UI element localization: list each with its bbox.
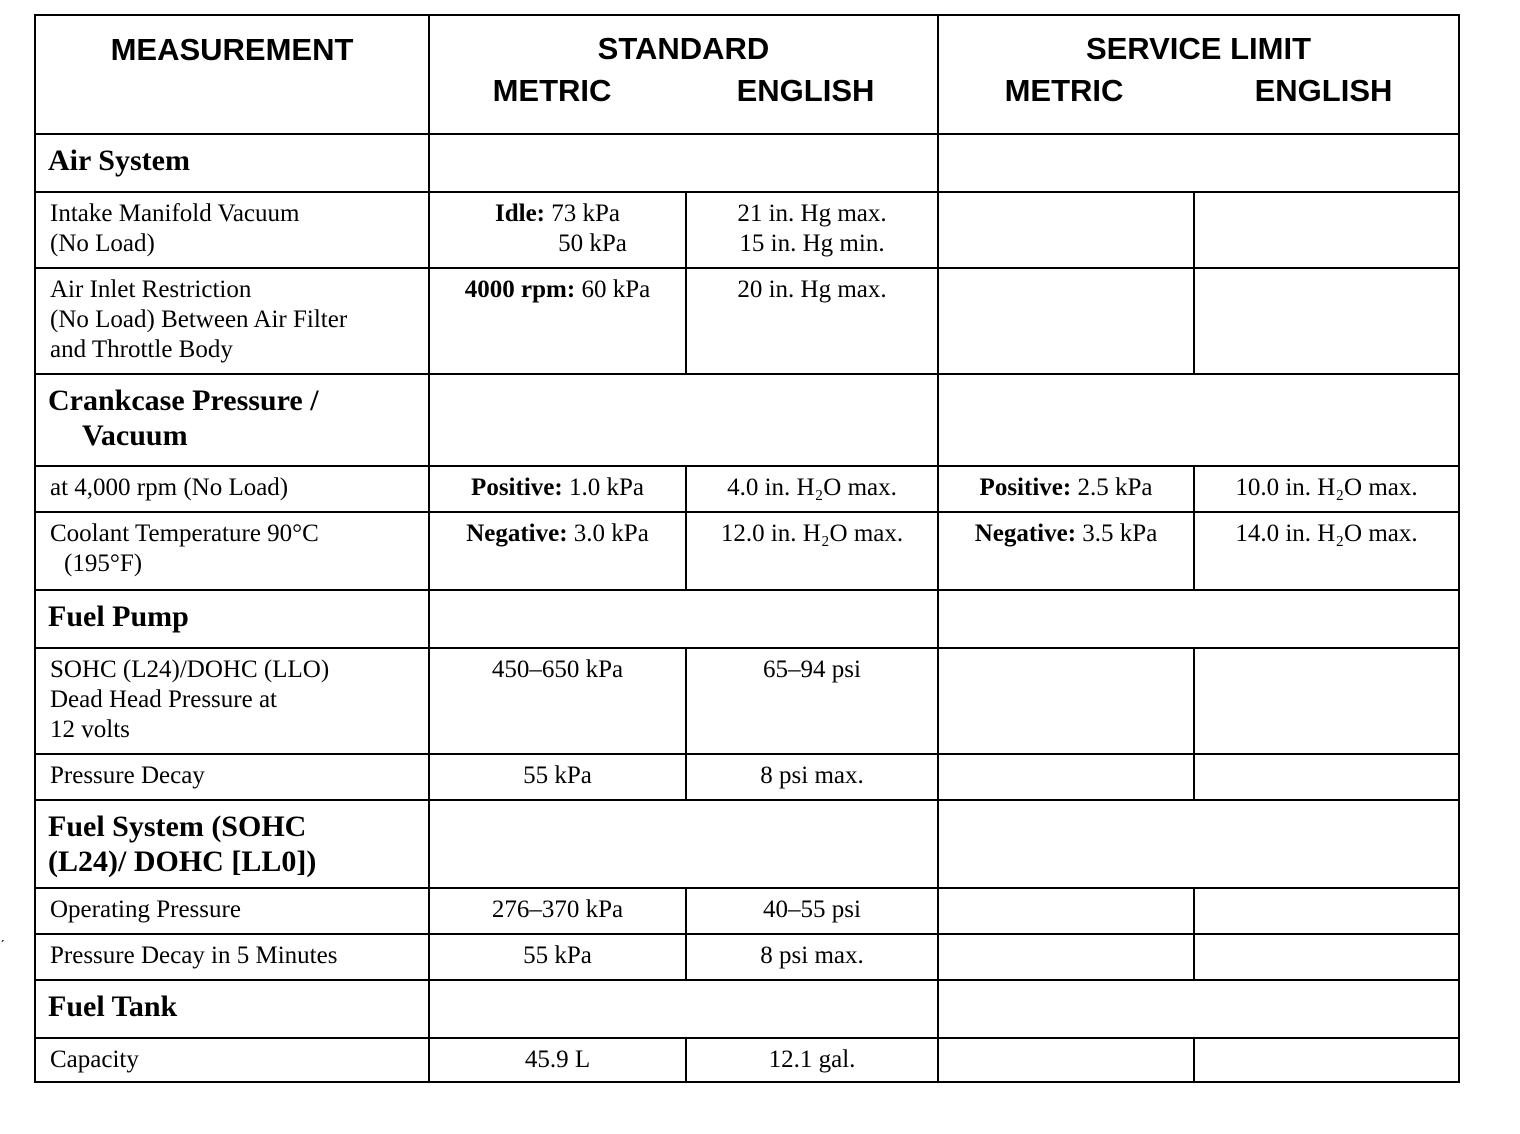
table-header-row <box>35 15 1459 134</box>
service-limit-header <box>938 15 1459 134</box>
service-limit-title: SERVICE LIMIT <box>1085 31 1312 66</box>
table-row <box>35 648 1459 754</box>
specifications-table <box>34 14 1460 1083</box>
limit-metric-cell <box>938 888 1194 934</box>
standard-header <box>429 15 938 134</box>
section-title: Fuel System (SOHC (L24)/ DOHC [LL0]) <box>35 800 429 888</box>
standard-english-cell: 21 in. Hg max. 15 in. Hg min. <box>686 192 938 268</box>
standard-english-header: ENGLISH <box>736 73 875 108</box>
section-row-air-system <box>35 134 1459 192</box>
section-row-crankcase <box>35 374 1459 466</box>
limit-english-cell <box>1194 648 1459 754</box>
standard-metric-cell: Negative: 3.0 kPa <box>429 512 686 590</box>
section-title: Crankcase Pressure / Vacuum <box>35 374 429 466</box>
measurement-cell: Pressure Decay <box>35 754 429 800</box>
table-row <box>35 512 1459 590</box>
limit-metric-cell: Positive: 2.5 kPa <box>938 466 1194 512</box>
stray-scan-mark: ˏ <box>0 926 5 942</box>
limit-english-cell: 14.0 in. H₂O max. <box>1194 512 1459 590</box>
standard-metric-header: METRIC <box>492 73 612 108</box>
limit-metric-cell <box>938 268 1194 374</box>
limit-english-cell <box>1194 268 1459 374</box>
table-row <box>35 268 1459 374</box>
measurement-cell: Coolant Temperature 90°C (195°F) <box>35 512 429 590</box>
standard-metric-cell: Idle: 73 kPa 50 kPa <box>429 192 686 268</box>
limit-metric-cell <box>938 648 1194 754</box>
limit-metric-cell <box>938 934 1194 980</box>
standard-metric-cell: 276–370 kPa <box>429 888 686 934</box>
table-row <box>35 466 1459 512</box>
table-row <box>35 754 1459 800</box>
measurement-cell: Operating Pressure <box>35 888 429 934</box>
limit-metric-cell <box>938 192 1194 268</box>
measurement-cell: SOHC (L24)/DOHC (LLO) Dead Head Pressure at 12 volts <box>35 648 429 754</box>
measurement-cell: Pressure Decay in 5 Minutes <box>35 934 429 980</box>
standard-metric-cell: 4000 rpm: 60 kPa <box>429 268 686 374</box>
section-title: Air System <box>35 134 429 192</box>
standard-english-cell: 65–94 psi <box>686 648 938 754</box>
standard-english-cell: 8 psi max. <box>686 754 938 800</box>
table-row <box>35 888 1459 934</box>
standard-metric-cell: 55 kPa <box>429 934 686 980</box>
measurement-cell: at 4,000 rpm (No Load) <box>35 466 429 512</box>
limit-metric-header: METRIC <box>1004 73 1124 108</box>
measurement-header: MEASUREMENT <box>35 15 429 134</box>
limit-metric-cell <box>938 1038 1194 1082</box>
standard-english-cell: 8 psi max. <box>686 934 938 980</box>
limit-metric-cell: Negative: 3.5 kPa <box>938 512 1194 590</box>
section-title: Fuel Pump <box>35 590 429 648</box>
standard-metric-cell: 55 kPa <box>429 754 686 800</box>
limit-english-header: ENGLISH <box>1254 73 1393 108</box>
section-row-fuel-pump <box>35 590 1459 648</box>
section-row-fuel-tank <box>35 980 1459 1038</box>
measurement-cell: Intake Manifold Vacuum (No Load) <box>35 192 429 268</box>
table-row <box>35 934 1459 980</box>
standard-english-cell: 12.0 in. H₂O max. <box>686 512 938 590</box>
standard-metric-cell: 450–650 kPa <box>429 648 686 754</box>
table-row <box>35 192 1459 268</box>
standard-metric-cell: Positive: 1.0 kPa <box>429 466 686 512</box>
standard-metric-cell: 45.9 L <box>429 1038 686 1082</box>
spec-table-page <box>34 14 1458 1083</box>
section-row-fuel-system <box>35 800 1459 888</box>
standard-english-cell: 12.1 gal. <box>686 1038 938 1082</box>
limit-metric-cell <box>938 754 1194 800</box>
limit-english-cell <box>1194 934 1459 980</box>
measurement-cell: Air Inlet Restriction (No Load) Between Air Filter and Throttle Body <box>35 268 429 374</box>
table-row <box>35 1038 1459 1082</box>
limit-english-cell <box>1194 754 1459 800</box>
measurement-cell: Capacity <box>35 1038 429 1082</box>
standard-title: STANDARD <box>597 31 770 66</box>
limit-english-cell <box>1194 192 1459 268</box>
limit-english-cell <box>1194 1038 1459 1082</box>
standard-english-cell: 20 in. Hg max. <box>686 268 938 374</box>
limit-english-cell: 10.0 in. H₂O max. <box>1194 466 1459 512</box>
standard-english-cell: 4.0 in. H₂O max. <box>686 466 938 512</box>
limit-english-cell <box>1194 888 1459 934</box>
standard-english-cell: 40–55 psi <box>686 888 938 934</box>
section-title: Fuel Tank <box>35 980 429 1038</box>
